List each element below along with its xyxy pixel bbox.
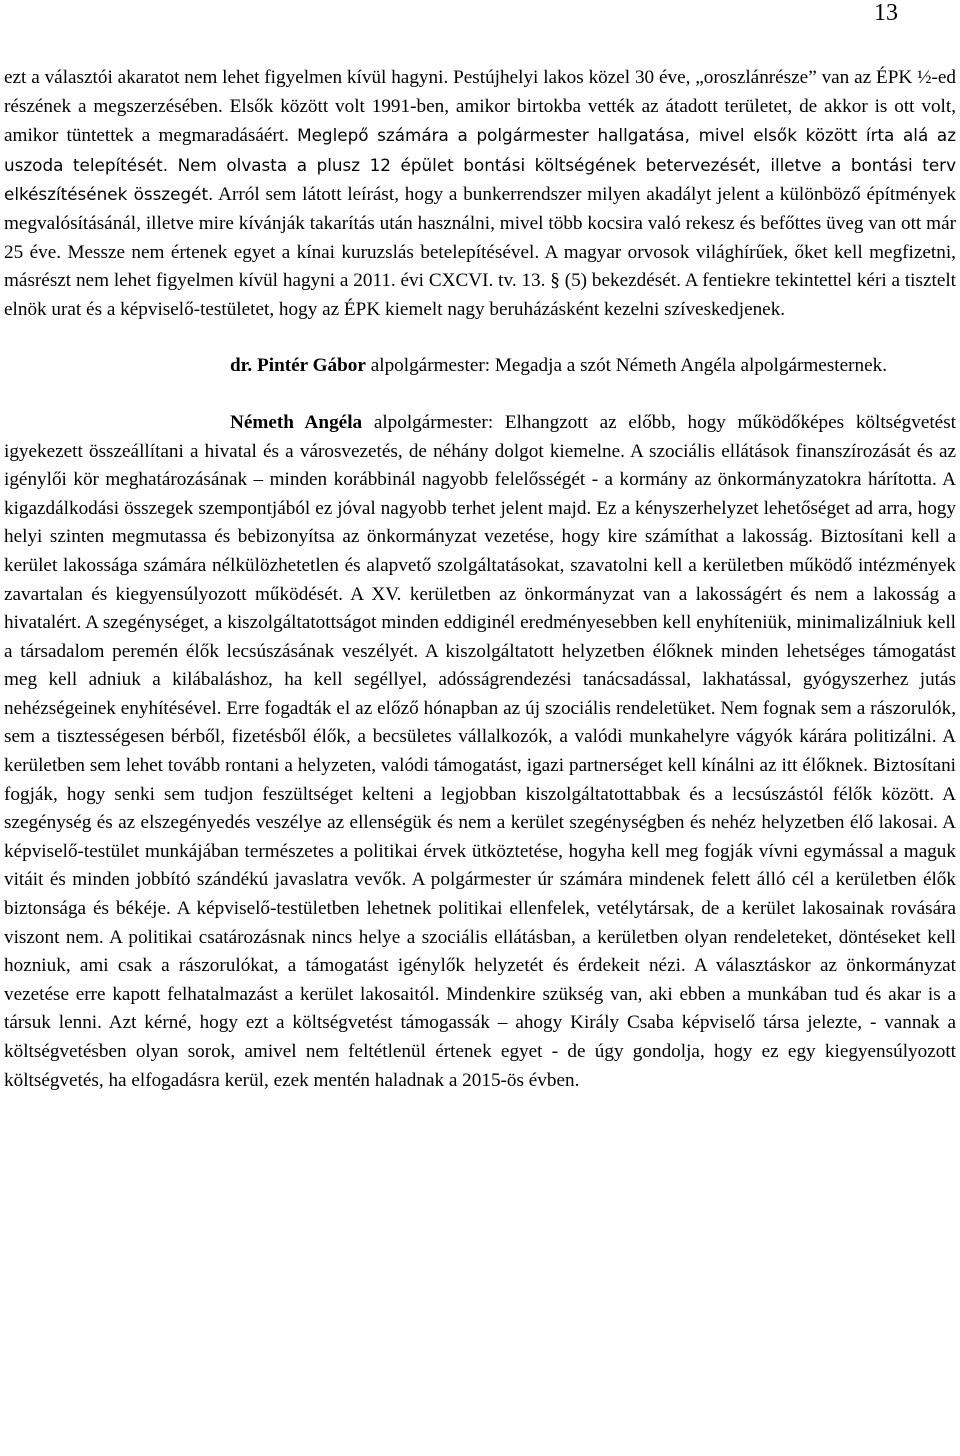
page-number: 13 <box>874 0 898 26</box>
paragraph-sentence: ezt a választói akaratot nem lehet figyelmen kívül hagyni. Pestújhelyi lakos közel 30 éve, „oroszlánrésze” van az ÉPK ½-ed részének a megszerzésében. Elsők között volt 1991-ben, amikor birtokba vették az átadott területet, de akkor is ott volt, amikor tüntettek a megmaradásáért. <box>4 67 956 147</box>
paragraph-text: alpolgármester: Megadja a szót Németh Angéla alpolgármesternek. <box>365 355 887 377</box>
paragraph-objection <box>4 64 956 324</box>
speaker-name: dr. Pintér Gábor <box>230 355 366 377</box>
paragraph-speech <box>4 409 956 1095</box>
paragraph-text: alpolgármester: Elhangzott az előbb, hogy működőképes költségvetést igyekezett összeállítani a hivatal és a városvezetés, de néhány dolgot kiemelne. A szociális ellátások finanszírozását és az igénylői kör meghatározásának – minden korábbinál nagyobb felelősségét - a kormány az önkormányzatokra hárította. A kigazdálkodási összegek szempontjából ez jóval nagyobb terhet jelent majd. Ez a kényszerhelyzet lehetőséget ad arra, hogy helyi szinten megmutassa és bebizonyítsa az önkormányzat vezetése, hogy kire számíthat a lakosság. Biztosítani kell a kerület lakossága számára nélkülözhetetlen és alapvető szolgáltatásokat, szavatolni kell a kerületben működő intézmények zavartalan és kiegyensúlyozott működését. A XV. kerületben az önkormányzat van a lakosságért és nem a lakosság a hivatalért. A szegénységet, a kiszolgáltatottságot minden eddiginél eredményesebben kell enyhíteniük, minimalizálniuk kell a társadalom peremén élők lecsúszásának veszélyét. A kiszolgáltatott helyzetben élőknek minden lehetséges támogatást meg kell adniuk a kilábaláshoz, ha kell segéllyel, adósságrendezési tanácsadással, lakhatással, gyógyszerhez jutás nehézségeinek enyhítésével. Erre fogadták el az előző hónapban az új szociális rendeletüket. Nem fognak sem a rászorulók, sem a tisztességesen bérből, fizetésből élők, a becsületes vállalkozók, a valódi munkahelyre vágyók kárára politizálni. A kerületben sem lehet tovább rontani a helyzeten, valódi támogatást, igazi partnerséget kell kínálni az itt élőknek. Biztosítani fogják, hogy senki sem tudjon feszültséget kelteni a legjobban kiszolgáltatottabbak és a lecsúszástól félők között. A szegénység és az elszegényedés veszélye az ellenségük és nem a kerület szegénységben és nehéz helyzetben élő lakosai. A képviselő-testület munkájában természetes a politikai érvek ütköztetése, hogyha kell meg fogják vívni egymással a maguk vitáit és minden jobbító szándékú javaslatra vevők. A polgármester úr számára mindenek felett álló cél a kerületben élők biztonsága és békéje. A képviselő-testületben lehetnek politikai ellenfelek, vetélytársak, de a kerület lakosainak rovására viszont nem. A politikai csatározásnak nincs helye a szociális ellátásban, a kerületben olyan rendeleteket, döntéseket kell hozniuk, ami csak a rászorulókat, a támogatást igénylők helyzetét és érdekeit nézi. A választáskor az önkormányzat vezetése erre kapott felhatalmazást a kerület lakosaitól. Mindenkire szükség van, aki ebben a munkában tud és akar is a társuk lenni. Azt kérné, hogy ezt a költségvetést támogassák – ahogy Király Csaba képviselő társa jelezte, - vannak a költségvetésben olyan sorok, amivel nem feltétlenül értenek egyet - de úgy gondolja, hogy ez egy kiegyensúlyozott költségvetés, ha elfogadásra kerül, ezek mentén haladnak a 2015-ös évben. <box>4 411 956 1091</box>
paragraph-gap <box>4 324 956 352</box>
document-body <box>4 64 956 1095</box>
speaker-name: Németh Angéla <box>230 411 363 433</box>
paragraph-sentence: Messze nem értenek egyet a kínai kuruzslás betelepítésével. A magyar orvosok világhírűek, őket kell megfizetni, másrészt nem lehet figyelmen kívül hagyni a 2011. évi CXCVI. tv. 13. § (5) bekezdését. A fentiekre tekintettel kéri a tisztelt elnök urat és a képviselő-testületet, hogy az ÉPK kiemelt nagy beruházásként kezelni szíveskedjenek. <box>4 241 956 320</box>
paragraph-sentence: Meglepő számára a polgármester hallgatása, mivel elsők között írta alá az uszoda telepítését. Nem olvasta a plusz 12 épület bontási költségének betervezését, illetve a bontási terv elkészítésének összegét. <box>4 125 957 205</box>
paragraph-gap <box>4 381 956 409</box>
paragraph-chair <box>4 352 956 381</box>
paragraph-sentence: Arról sem látott leírást, hogy a bunkerrendszer milyen akadályt jelent a különböző építmények megvalósításánál, illetve mire kívánják takarítás után használni, mivel több kocsira való rekesz és befőttes üveg van ott már 25 éve. <box>4 184 957 263</box>
